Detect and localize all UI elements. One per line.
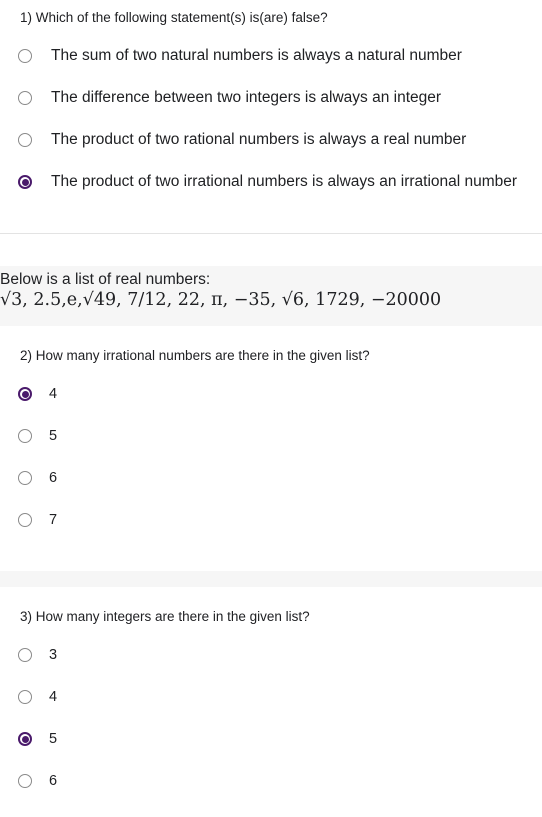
option-label: The sum of two natural numbers is always a natural number	[51, 47, 462, 64]
number-list	[0, 290, 441, 310]
option-label: 6	[49, 773, 58, 789]
q2-option-1[interactable]	[18, 381, 57, 407]
option-label: 5	[49, 731, 58, 747]
question-2-title: 2) How many irrational numbers are there in the given list?	[20, 348, 370, 363]
radio-button[interactable]	[18, 133, 32, 147]
q1-option-2[interactable]	[18, 85, 441, 111]
radio-dot	[22, 179, 29, 186]
q3-option-4[interactable]	[18, 768, 57, 794]
option-label: 3	[49, 647, 58, 663]
radio-button-selected[interactable]	[18, 175, 32, 189]
q2-option-3[interactable]	[18, 465, 57, 491]
option-label: The product of two irrational numbers is always an irrational number	[51, 173, 518, 190]
section-separator	[0, 571, 542, 587]
radio-dot	[22, 736, 29, 743]
radio-button-selected[interactable]	[18, 387, 32, 401]
question-1-title: 1) Which of the following statement(s) is(are) false?	[20, 10, 328, 25]
q3-option-1[interactable]	[18, 642, 57, 668]
q2-option-4[interactable]	[18, 507, 57, 533]
radio-button-selected[interactable]	[18, 732, 32, 746]
section-divider	[0, 233, 542, 234]
q2-option-2[interactable]	[18, 423, 57, 449]
option-label: 4	[49, 386, 58, 402]
list-intro-title: Below is a list of real numbers:	[0, 271, 211, 288]
question-3-title: 3) How many integers are there in the given list?	[20, 609, 310, 624]
radio-button[interactable]	[18, 690, 32, 704]
option-label: The product of two rational numbers is always a real number	[51, 131, 467, 148]
radio-button[interactable]	[18, 91, 32, 105]
number-list-text: √3, 2.5,e,√49, 7/12, 22, π, −35, √6, 1729, −20000	[0, 290, 442, 310]
option-label: 7	[49, 512, 58, 528]
option-label: 4	[49, 689, 58, 705]
q1-option-1[interactable]	[18, 43, 462, 69]
radio-button[interactable]	[18, 513, 32, 527]
radio-button[interactable]	[18, 648, 32, 662]
option-label: The difference between two integers is always an integer	[51, 89, 442, 106]
q1-option-3[interactable]	[18, 127, 466, 153]
radio-button[interactable]	[18, 774, 32, 788]
option-label: 5	[49, 428, 58, 444]
option-label: 6	[49, 470, 58, 486]
q3-option-2[interactable]	[18, 684, 57, 710]
radio-button[interactable]	[18, 471, 32, 485]
radio-dot	[22, 391, 29, 398]
radio-button[interactable]	[18, 49, 32, 63]
q3-option-3[interactable]	[18, 726, 57, 752]
radio-button[interactable]	[18, 429, 32, 443]
q1-option-4[interactable]	[18, 169, 517, 195]
